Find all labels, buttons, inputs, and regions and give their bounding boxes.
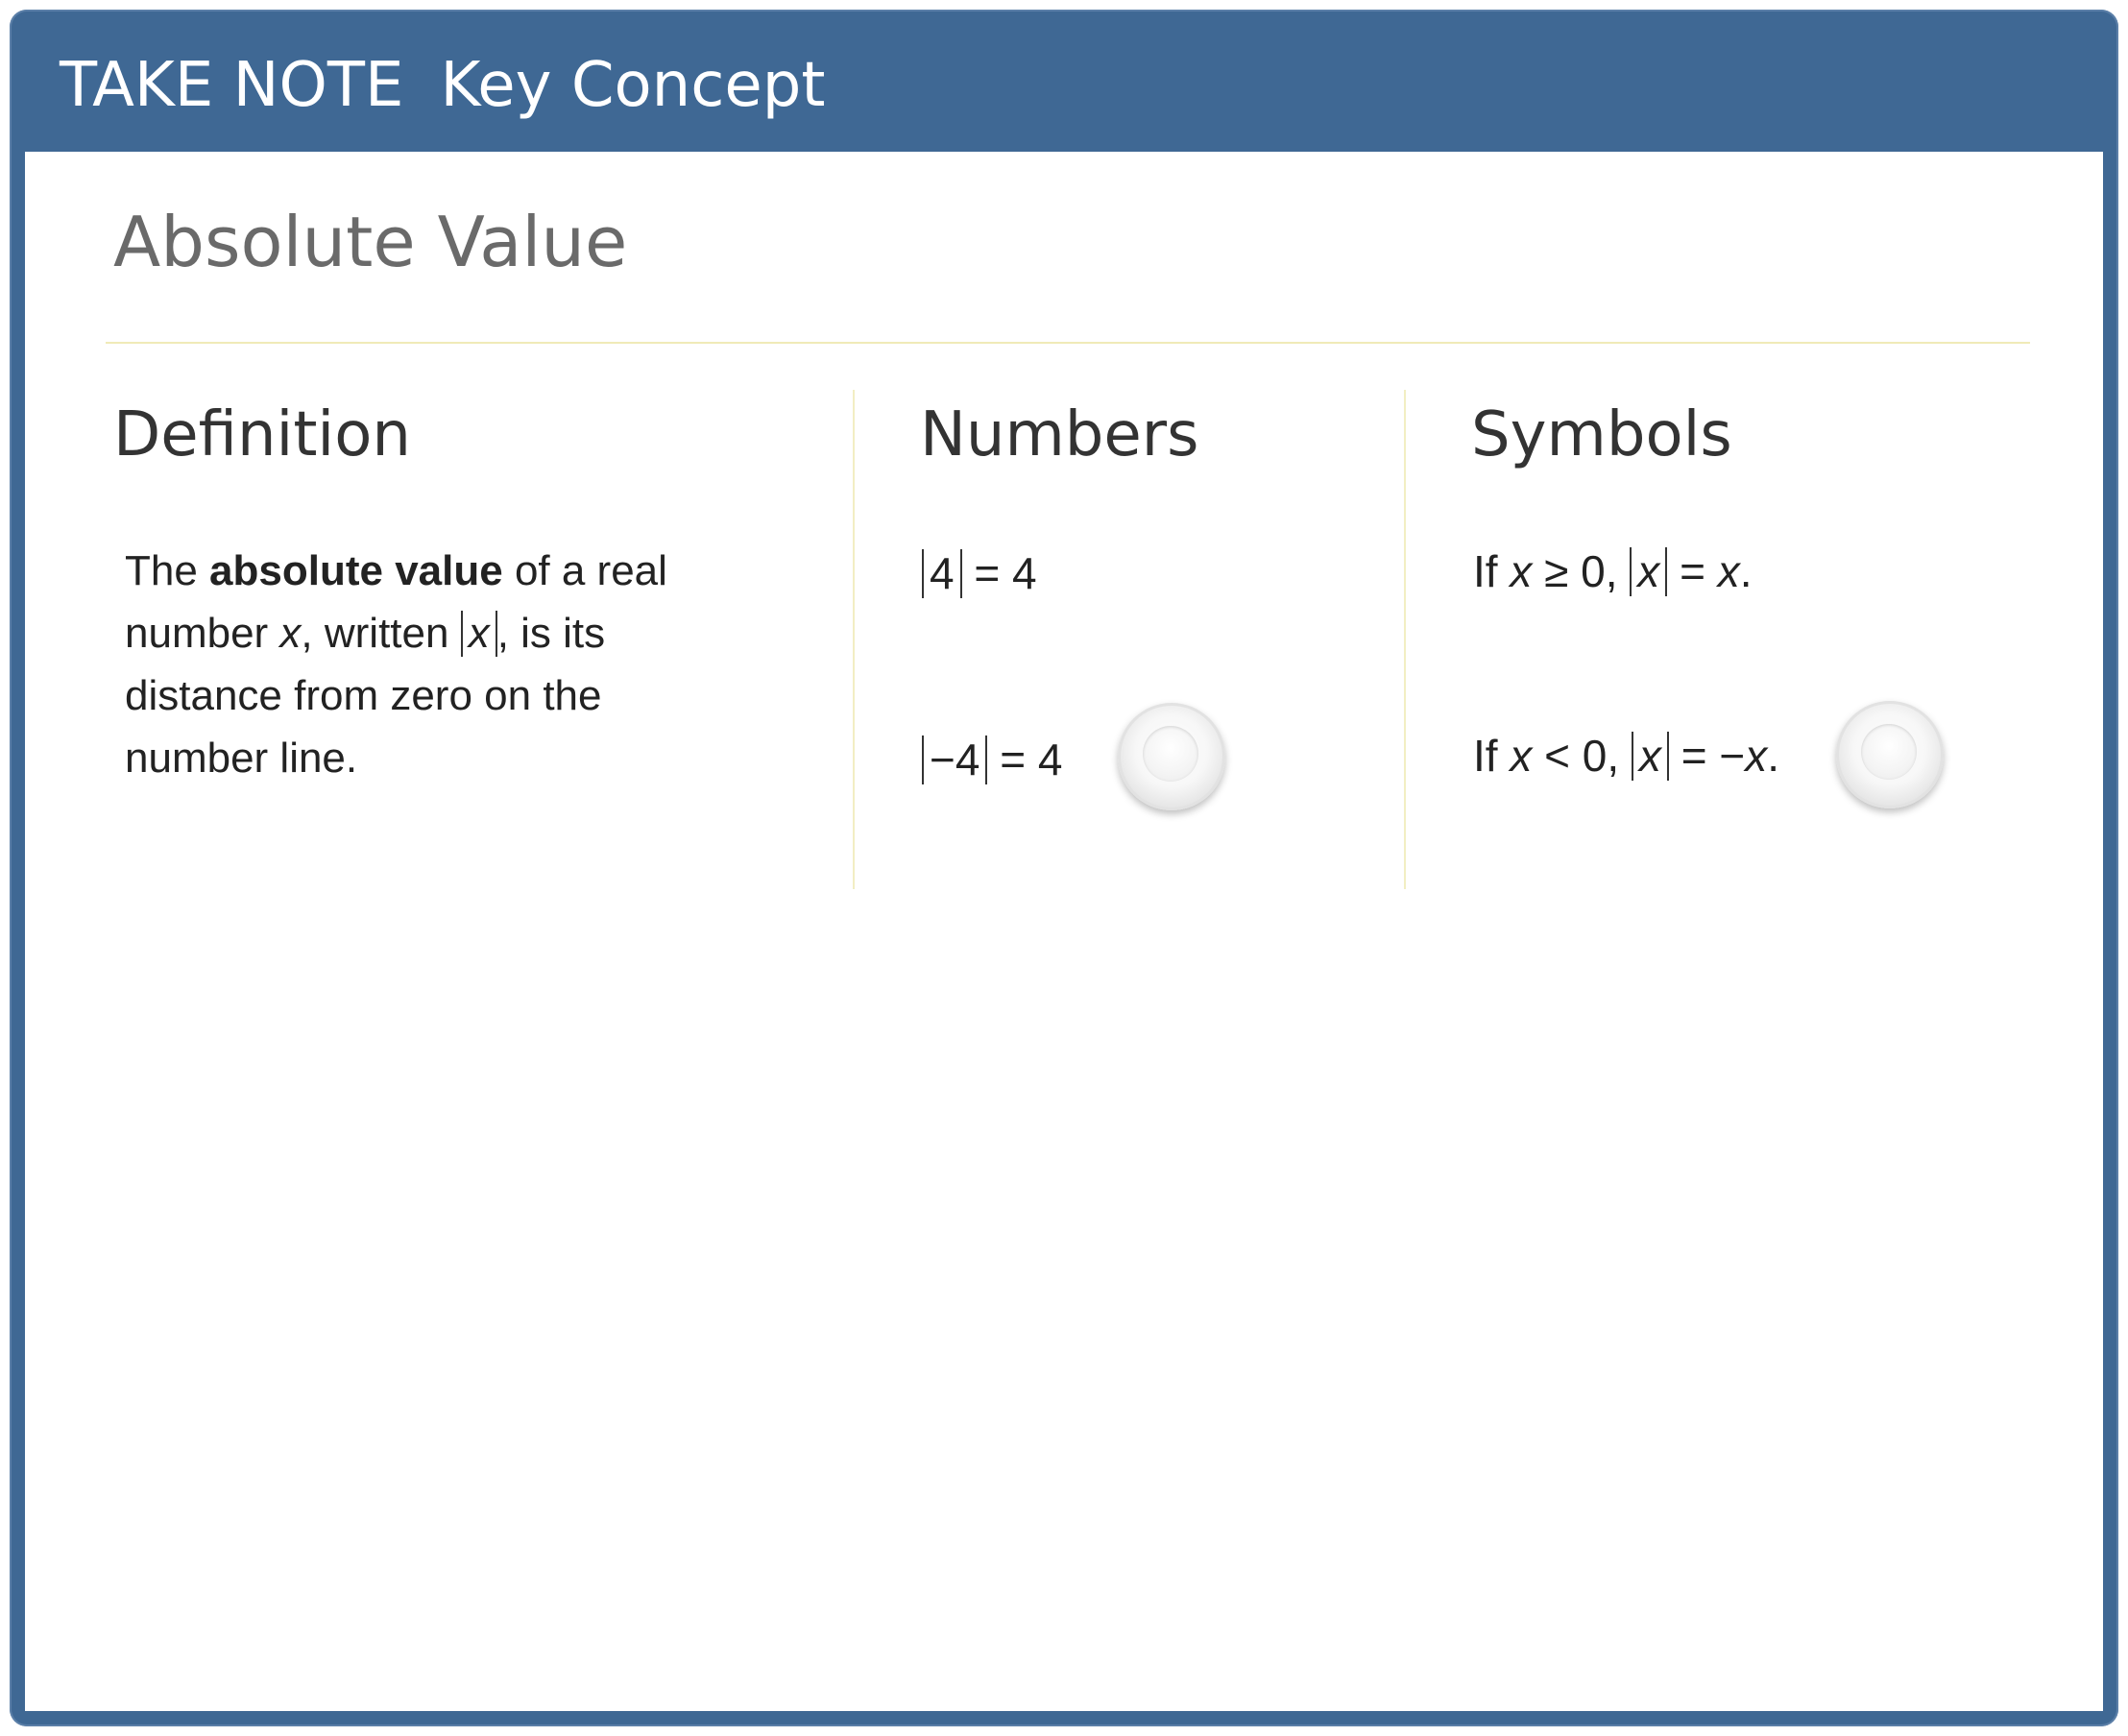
rule-var: x <box>1510 546 1533 596</box>
rule-if: If <box>1473 731 1511 781</box>
symbols-rule-1 <box>1473 538 1753 605</box>
section-title: Absolute Value <box>113 202 628 282</box>
title-divider <box>106 342 2030 344</box>
def-abs-notation <box>461 611 497 657</box>
take-note-label: TAKE NOTE <box>60 50 404 121</box>
rule-cond: ≥ 0, <box>1532 546 1631 596</box>
rule-eq: = − <box>1668 731 1746 781</box>
column-divider-1 <box>853 390 855 889</box>
definition-heading: Definition <box>113 399 411 470</box>
numbers-reveal-button[interactable] <box>1118 703 1225 810</box>
header-title <box>60 42 826 129</box>
key-concept-label: Key Concept <box>440 50 826 121</box>
content-panel <box>25 152 2103 1711</box>
abs-var: x <box>1638 731 1661 781</box>
def-mid: of a real number <box>125 547 667 657</box>
definition-text <box>125 540 739 789</box>
abs-var: x <box>1637 546 1660 596</box>
rule-cond: < 0, <box>1532 731 1632 781</box>
rule-end: . <box>1767 731 1779 781</box>
abs-notation: 4 <box>922 549 962 598</box>
symbols-rule-2 <box>1473 722 1779 789</box>
column-divider-2 <box>1404 390 1406 889</box>
def-suffix: , is its distance from zero on the number line. <box>125 610 606 782</box>
def-written: , written <box>301 610 461 657</box>
rule-end: . <box>1739 546 1753 596</box>
symbols-reveal-button[interactable] <box>1836 701 1944 808</box>
abs-notation <box>1632 732 1669 781</box>
rule-if: If <box>1473 546 1511 596</box>
example-rest: = 4 <box>987 735 1063 784</box>
def-abs-variable: x <box>468 610 490 657</box>
numbers-example-1 <box>922 540 1037 607</box>
def-prefix: The <box>125 547 210 594</box>
def-variable: x <box>279 610 302 657</box>
abs-notation <box>1630 547 1667 596</box>
rule-var: x <box>1510 731 1533 781</box>
rule-result-var: x <box>1717 546 1740 596</box>
numbers-example-2 <box>922 726 1062 793</box>
symbols-heading: Symbols <box>1471 399 1732 470</box>
rule-eq: = <box>1667 546 1718 596</box>
abs-notation: −4 <box>922 735 987 784</box>
def-bold-term: absolute value <box>209 547 503 594</box>
rule-result-var: x <box>1745 731 1768 781</box>
numbers-heading: Numbers <box>920 399 1199 470</box>
example-rest: = 4 <box>961 548 1037 598</box>
